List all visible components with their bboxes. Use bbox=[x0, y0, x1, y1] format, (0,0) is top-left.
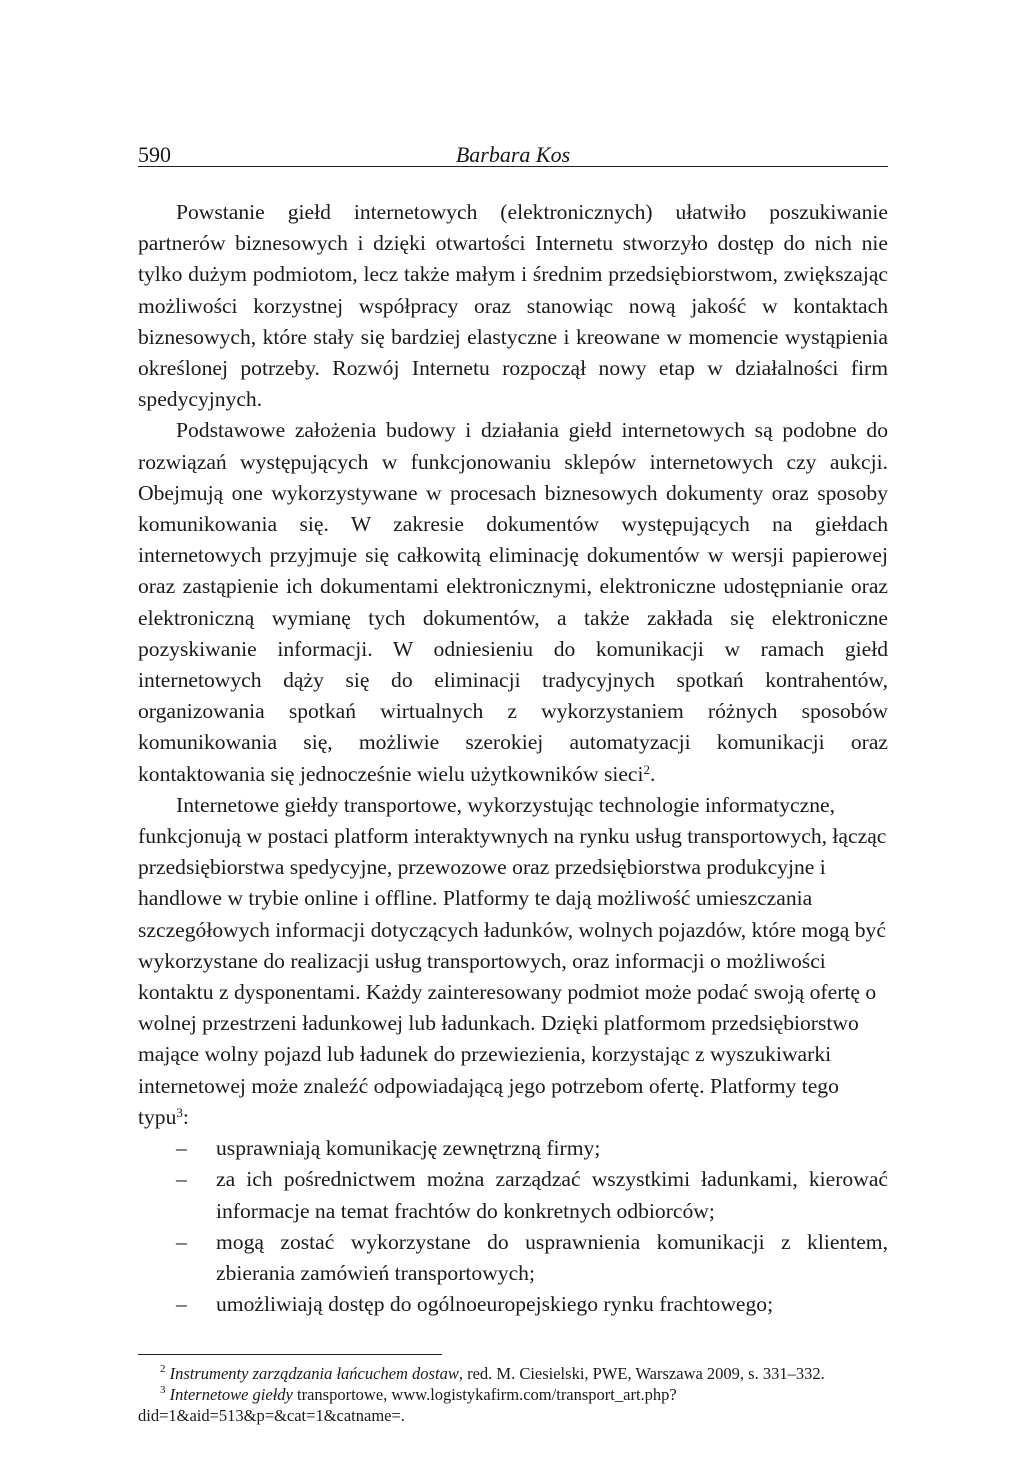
footnote-3 bbox=[138, 1384, 888, 1426]
paragraph-3-text: Internetowe giełdy transportowe, wykorzystując technologie informatyczne, funkcjonują w postaci platform interaktywnych na rynku usług transportowych, łącząc przedsiębiorstwa spedycyjne, przewozowe oraz przedsiębiorstwa produkcyjne i handlowe w trybie online i offline. Platformy te dają możliwość umieszczania szczegółowych informacji dotyczących ładunków, wolnych pojazdów, które mogą być wykorzystane do realizacji usług transportowych, oraz informacji o możliwości kontaktu z dysponentami. Każdy zainteresowany podmiot może podać swoją ofertę o wolnej przestrzeni ładunkowej lub ładunkach. Dzięki platformom przedsiębiorstwo mające wolny pojazd lub ładunek do przewiezienia, korzystając z wyszukiwarki internetowej może znaleźć odpowiadającą jego potrzebom ofertę. Platformy tego typu bbox=[138, 792, 887, 1129]
footnote-text: transportowe, www.logistykafirm.com/transport_art.php?did=1&aid=513&p=&cat=1&catname=. bbox=[138, 1385, 677, 1426]
footnote-separator bbox=[138, 1354, 442, 1355]
footnote-title: Internetowe giełdy bbox=[169, 1385, 293, 1405]
dash-marker: – bbox=[176, 1229, 187, 1254]
list-item bbox=[138, 1289, 888, 1320]
footnote-title: Instrumenty zarządzania łańcuchem dostaw bbox=[169, 1364, 459, 1384]
list-item bbox=[138, 1227, 888, 1289]
footnote-ref-2: 2 bbox=[643, 761, 651, 777]
bullet-list bbox=[138, 1133, 888, 1320]
list-item bbox=[138, 1164, 888, 1226]
list-item bbox=[138, 1133, 888, 1164]
footnote-number: 2 bbox=[160, 1363, 166, 1376]
author-name: Barbara Kos bbox=[455, 142, 571, 167]
page-number: 590 bbox=[138, 142, 171, 167]
footnote-ref-3: 3 bbox=[176, 1104, 183, 1120]
paragraph-2-text: Podstawowe założenia budowy i działania giełd internetowych są podobne do rozwiązań występujących w funkcjonowaniu sklepów internetowych czy aukcji. Obejmują one wykorzystywane w procesach biznesowych dokumenty oraz sposoby komunikowania się. W zakresie dokumentów występujących na giełdach internetowych przyjmuje się całkowitą eliminację dokumentów w wersji papierowej oraz zastąpienie ich dokumentami elektronicznymi, elektroniczne udostępnianie oraz elektroniczną wymianę tych dokumentów, a także zakłada się elektroniczne pozyskiwanie informacji. W odniesieniu do komunikacji w ramach giełd internetowych dąży się do eliminacji tradycyjnych spotkań kontrahentów, organizowania spotkań wirtualnych z wykorzystaniem różnych sposobów komunikowania się, możliwie szerokiej automatyzacji komunikacji oraz kontaktowania się jednocześnie wielu użytkowników sieci bbox=[138, 418, 888, 786]
dash-marker: – bbox=[176, 1292, 187, 1317]
footnote-2 bbox=[138, 1363, 888, 1384]
footnote-number: 3 bbox=[160, 1384, 166, 1397]
list-item-text: usprawniają komunikację zewnętrzną firmy; bbox=[216, 1136, 601, 1161]
list-item-text: za ich pośrednictwem można zarządzać wszystkimi ładunkami, kierować informacje na temat frachtów do konkretnych odbiorców; bbox=[216, 1167, 888, 1223]
dash-marker: – bbox=[176, 1136, 187, 1161]
paragraph-2-end: . bbox=[650, 761, 656, 786]
paragraph-2 bbox=[138, 415, 888, 789]
page bbox=[138, 138, 888, 1426]
dash-marker: – bbox=[176, 1167, 187, 1192]
list-item-text: mogą zostać wykorzystane do usprawnienia komunikacji z klientem, zbierania zamówień transportowych; bbox=[216, 1229, 888, 1285]
paragraph-1: Powstanie giełd internetowych (elektronicznych) ułatwiło poszukiwanie partnerów biznesowych i dzięki otwartości Internetu stworzyło dostęp do nich nie tylko dużym podmiotom, lecz także małym i średnim przedsiębiorstwom, zwiększając możliwości korzystnej współpracy oraz stanowiąc nową jakość w kontaktach biznesowych, które stały się bardziej elastyczne i kreowane w momencie wystąpienia określonej potrzeby. Rozwój Internetu rozpoczął nowy etap w działalności firm spedycyjnych. bbox=[138, 200, 888, 412]
paragraph-3 bbox=[138, 790, 888, 1133]
paragraph-3-end: : bbox=[182, 1104, 189, 1129]
footnotes bbox=[138, 1363, 888, 1426]
running-header bbox=[138, 138, 888, 167]
footnote-text: , red. M. Ciesielski, PWE, Warszawa 2009, s. 331–332. bbox=[458, 1364, 825, 1384]
body-text bbox=[138, 197, 888, 1320]
list-item-text: umożliwiają dostęp do ogólnoeuropejskiego rynku frachtowego; bbox=[216, 1292, 774, 1317]
